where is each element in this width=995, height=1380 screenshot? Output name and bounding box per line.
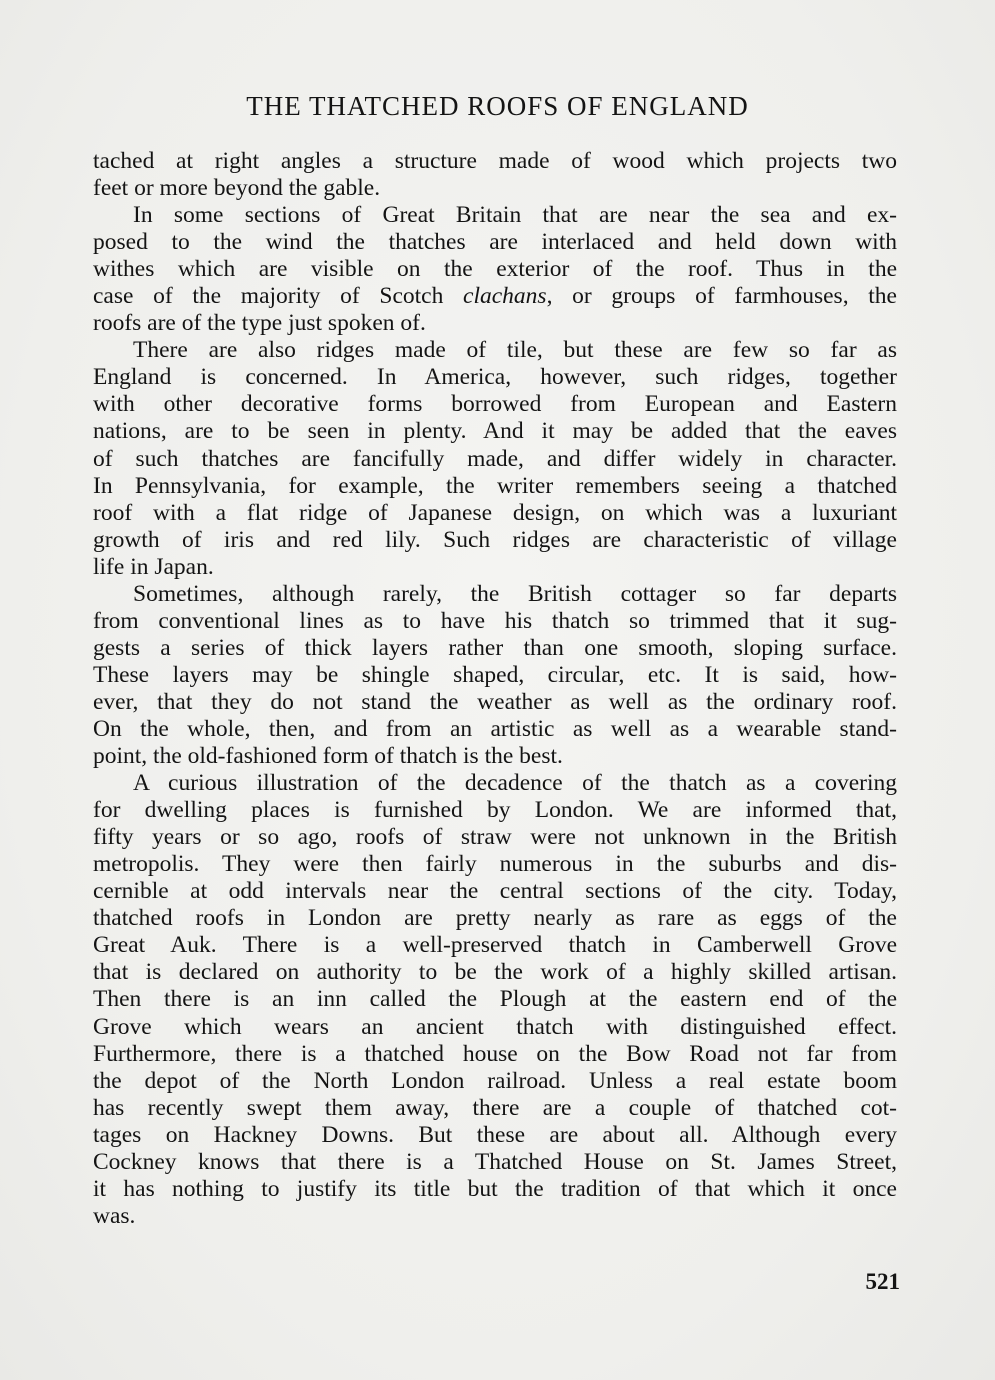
text-line: the depot of the North London railroad. Unless a real estate boom — [93, 1067, 897, 1094]
text-line: life in Japan. — [93, 553, 214, 580]
text-line: In some sections of Great Britain that are near the sea and ex- — [133, 202, 897, 229]
text-line: has recently swept them away, there are a couple of thatched cot- — [93, 1094, 897, 1121]
text-line: point, the old-fashioned form of thatch is the best. — [93, 743, 563, 770]
text-line: There are also ridges made of tile, but these are few so far as — [133, 337, 897, 364]
text-line: A curious illustration of the decadence of the thatch as a covering — [133, 770, 897, 797]
text-line: Grove which wears an ancient thatch with distinguished effect. — [93, 1013, 897, 1040]
text-line: growth of iris and red lily. Such ridges are characteristic of village — [93, 526, 897, 553]
page-number: 521 — [865, 1269, 900, 1294]
text-line: These layers may be shingle shaped, circular, etc. It is said, how- — [93, 661, 897, 688]
text-line: gests a series of thick layers rather than one smooth, sloping surface. — [93, 634, 897, 661]
text-line: England is concerned. In America, however, such ridges, together — [93, 364, 897, 391]
text-line: Sometimes, although rarely, the British cottager so far departs — [133, 580, 897, 607]
italic-term: clachans — [463, 283, 547, 310]
text-line: On the whole, then, and from an artistic as well as a wearable stand- — [93, 715, 897, 742]
text-line: metropolis. They were then fairly numerous in the suburbs and dis- — [93, 851, 897, 878]
text-line: ever, that they do not stand the weather as well as the ordinary roof. — [93, 688, 897, 715]
text-line: Cockney knows that there is a Thatched House on St. James Street, — [93, 1148, 897, 1175]
text-line: withes which are visible on the exterior of the roof. Thus in the — [93, 256, 897, 283]
text-line: cernible at odd intervals near the central sections of the city. Today, — [93, 878, 897, 905]
running-head: THE THATCHED ROOFS OF ENGLAND — [246, 91, 749, 121]
text-line: nations, are to be seen in plenty. And it may be added that the eaves — [93, 418, 897, 445]
text-line: for dwelling places is furnished by London. We are informed that, — [93, 797, 897, 824]
text-line: case of the majority of Scotch clachans, or groups of farmhouses, the — [93, 283, 897, 310]
text-line: feet or more beyond the gable. — [93, 175, 381, 202]
text-line: with other decorative forms borrowed from European and Eastern — [93, 391, 897, 418]
text-line: posed to the wind the thatches are interlaced and held down with — [93, 229, 897, 256]
text-line: Great Auk. There is a well-preserved thatch in Camberwell Grove — [93, 932, 897, 959]
text-line: tages on Hackney Downs. But these are about all. Although every — [93, 1121, 897, 1148]
text-line: In Pennsylvania, for example, the writer remembers seeing a thatched — [93, 472, 897, 499]
text-line: from conventional lines as to have his thatch so trimmed that it sug- — [93, 607, 897, 634]
text-line: tached at right angles a structure made of wood which projects two — [93, 148, 897, 174]
text-line: fifty years or so ago, roofs of straw were not unknown in the British — [93, 824, 897, 851]
text-line: it has nothing to justify its title but the tradition of that which it once — [93, 1175, 897, 1202]
text-line: roofs are of the type just spoken of. — [93, 310, 426, 337]
text-line: of such thatches are fancifully made, and differ widely in character. — [93, 445, 897, 472]
text-line: was. — [93, 1202, 136, 1229]
text-line: roof with a flat ridge of Japanese design, on which was a luxuriant — [93, 499, 897, 526]
text-line: Furthermore, there is a thatched house on the Bow Road not far from — [93, 1040, 897, 1067]
text-line: that is declared on authority to be the work of a highly skilled artisan. — [93, 959, 897, 986]
text-line: thatched roofs in London are pretty nearly as rare as eggs of the — [93, 905, 897, 932]
text-line: Then there is an inn called the Plough at the eastern end of the — [93, 986, 897, 1013]
body-text — [93, 148, 897, 1230]
